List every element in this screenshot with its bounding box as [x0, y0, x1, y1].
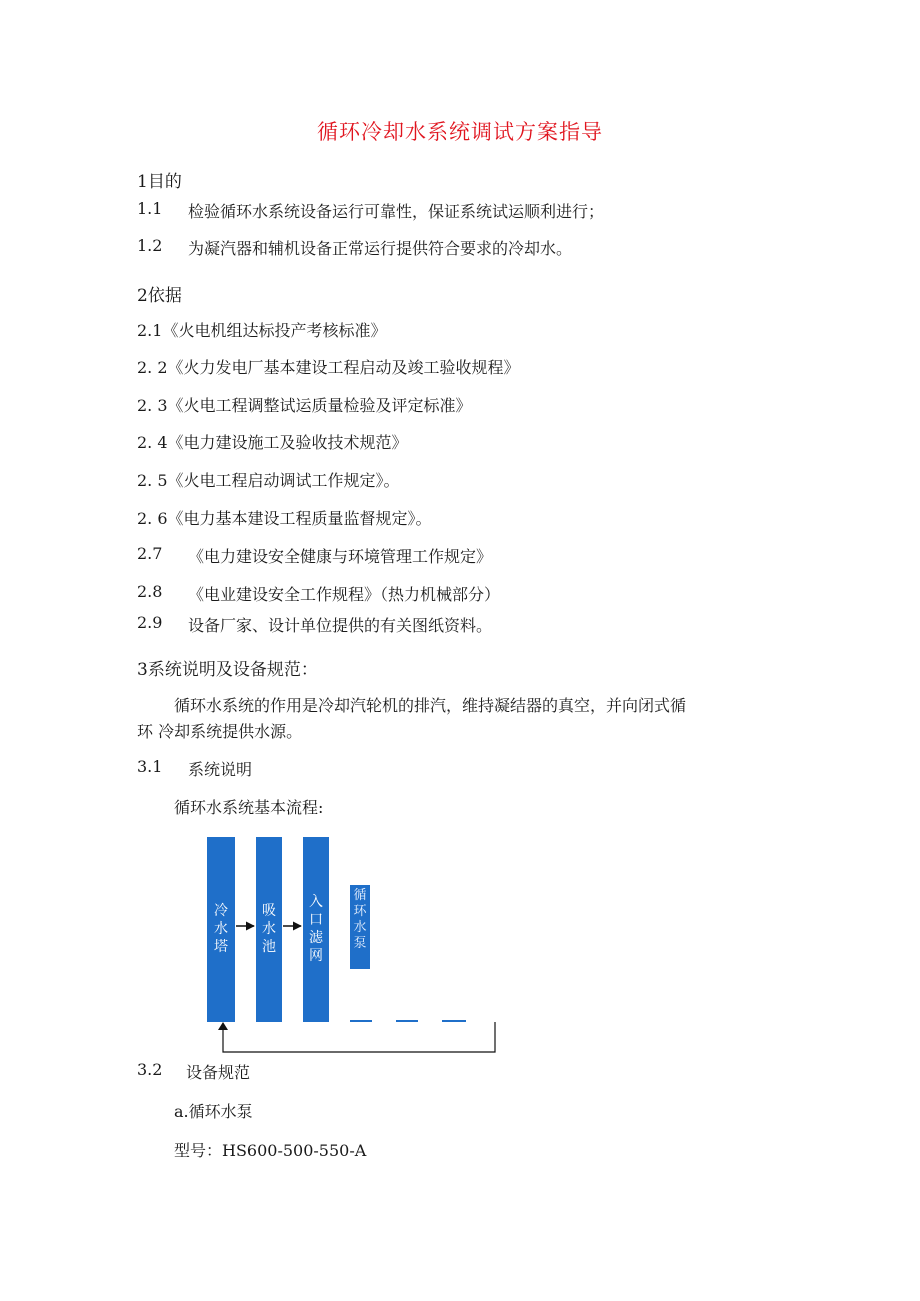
- section-1-heading: 1目的: [137, 172, 182, 192]
- reference-item: 2. 5《火电工程启动调试工作规定》。: [137, 471, 400, 490]
- circulating-pump-label: 循环水泵: [353, 888, 367, 951]
- inlet-screen-label: 入口滤网: [309, 894, 323, 964]
- item-1-2-number: 1.2: [137, 236, 163, 255]
- item-1-2-text: 为凝汽器和辅机设备正常运行提供符合要求的冷却水。: [188, 239, 573, 258]
- reference-item-text: 《电业建设安全工作规程》（热力机械部分）: [188, 585, 501, 604]
- subsection-3-1-title: 系统说明: [188, 760, 253, 779]
- document-title: 循环冷却水系统调试方案指导: [317, 120, 603, 144]
- reference-item: 2. 2《火力发电厂基本建设工程启动及竣工验收规程》: [137, 358, 520, 377]
- section-3-heading: 3系统说明及设备规范：: [137, 660, 318, 680]
- flow-label: 循环水系统基本流程:: [174, 798, 324, 817]
- return-arrowhead: [218, 1022, 228, 1030]
- reference-item-text: 《电力建设安全健康与环境管理工作规定》: [188, 547, 493, 566]
- reference-item: 2. 3《火电工程调整试运质量检验及评定标准》: [137, 396, 472, 415]
- subsection-3-2-number: 3.2: [137, 1060, 163, 1079]
- pump-model: 型号：HS600-500-550-A: [174, 1141, 367, 1160]
- suction-pool-label: 吸水池: [262, 903, 276, 955]
- subsection-3-1-number: 3.1: [137, 757, 163, 776]
- cooling-tower-label: 冷水塔: [214, 903, 228, 955]
- item-1-1-text: 检验循环水系统设备运行可靠性，保证系统试运顺利进行；: [188, 202, 605, 221]
- reference-item: 2. 6《电力基本建设工程质量监督规定》。: [137, 509, 432, 528]
- reference-item: 2.1《火电机组达标投产考核标准》: [137, 321, 387, 340]
- equipment-a-label: a.循环水泵: [174, 1102, 253, 1121]
- reference-item-text: 设备厂家、设计单位提供的有关图纸资料。: [188, 616, 493, 635]
- paragraph-line: 环 冷却系统提供水源。: [137, 722, 303, 741]
- reference-item-number: 2.8: [137, 582, 163, 601]
- return-line: [223, 1022, 495, 1052]
- reference-item: 2. 4《电力建设施工及验收技术规范》: [137, 433, 408, 452]
- subsection-3-2-title: 设备规范: [186, 1063, 251, 1082]
- section-2-heading: 2依据: [137, 286, 182, 306]
- reference-item-number: 2.9: [137, 613, 163, 632]
- reference-item-number: 2.7: [137, 544, 163, 563]
- paragraph-line: 循环水系统的作用是冷却汽轮机的排汽，维持凝结器的真空，并向闭式循: [174, 696, 687, 715]
- item-1-1-number: 1.1: [137, 199, 163, 218]
